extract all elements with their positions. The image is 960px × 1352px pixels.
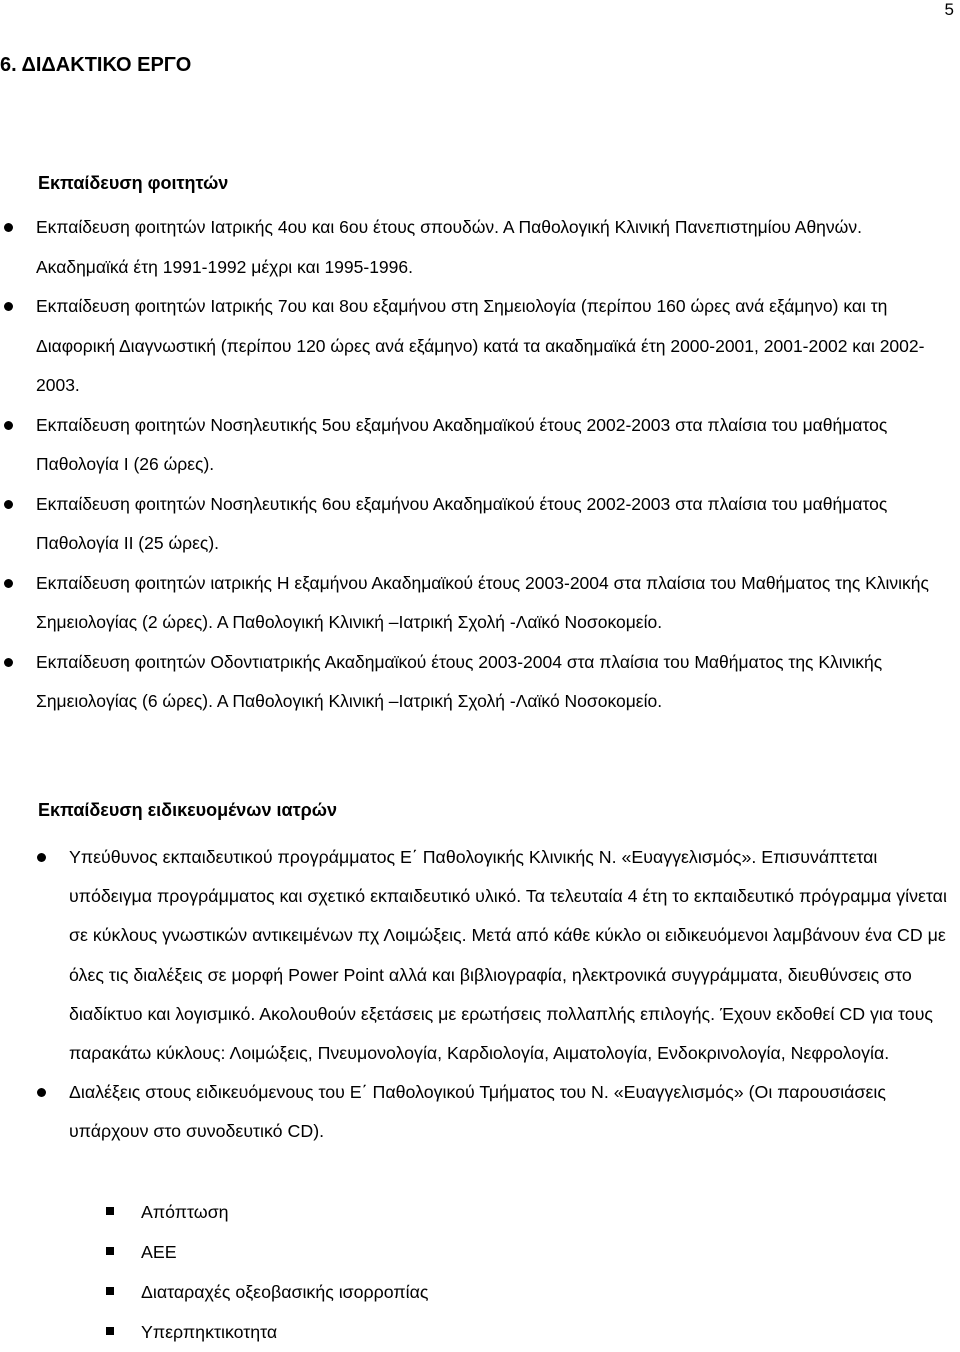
square-bullet-icon [106, 1327, 114, 1335]
list-item-text: Εκπαίδευση φοιτητών Νοσηλευτικής 6ου εξαμήνου Ακαδημαϊκού έτους 2002-2003 στα πλαίσια του μαθήματος Παθολογία ΙΙ (25 ώρες). [36, 493, 888, 553]
lecture-topics-list [0, 1192, 700, 1352]
list-item [0, 564, 952, 643]
page-number: 5 [944, 0, 954, 19]
list-item-text: Διαλέξεις στους ειδικευόμενους του Ε΄ Παθολογικού Τμήματος του Ν. «Ευαγγελισμός» (Οι παρουσιάσεις υπάρχουν στο συνοδευτικό CD). [69, 1082, 886, 1142]
bullet-icon [37, 853, 46, 862]
list-item-text: Εκπαίδευση φοιτητών Οδοντιατρικής Ακαδημαϊκού έτους 2003-2004 στα πλαίσια του Μαθήματος της Κλινικής Σημειολογίας (6 ώρες). Α Παθολογική Κλινική –Ιατρική Σχολή -Λαϊκό Νοσοκομείο. [36, 651, 883, 711]
students-list [0, 208, 952, 722]
sub-list-item [0, 1192, 700, 1232]
list-item [0, 643, 952, 722]
bullet-icon [4, 421, 13, 430]
bullet-icon [4, 302, 13, 311]
sub-list-item [0, 1272, 700, 1312]
list-item-text: Εκπαίδευση φοιτητών ιατρικής Η εξαμήνου Ακαδημαϊκού έτους 2003-2004 στα πλαίσια του Μαθήματος της Κλινικής Σημειολογίας (2 ώρες). Α Παθολογική Κλινική –Ιατρική Σχολή -Λαϊκό Νοσοκομείο. [36, 572, 929, 632]
bullet-icon [4, 579, 13, 588]
sub-list-item-text: Απόπτωση [141, 1202, 229, 1222]
residents-list [0, 838, 952, 1152]
list-item [0, 485, 952, 564]
bullet-icon [4, 658, 13, 667]
list-item-text: Εκπαίδευση φοιτητών Ιατρικής 7ου και 8ου εξαμήνου στη Σημειολογία (περίπου 160 ώρες ανά εξάμηνο) και τη Διαφορική Διαγνωστική (περίπου 120 ώρες ανά εξάμηνο) κατά τα ακαδημαϊκά έτη 2000-2001, 2001-2002 και 2002-2003. [36, 296, 925, 395]
square-bullet-icon [106, 1207, 114, 1215]
bullet-icon [37, 1088, 46, 1097]
sub-list-item [0, 1312, 700, 1352]
sub-list-item-text: Υπερπηκτικοτητα [141, 1322, 278, 1342]
sub-list-item-text: ΑΕΕ [141, 1242, 177, 1262]
bullet-icon [4, 223, 13, 232]
sub-list-item-text: Διαταραχές οξεοβασικής ισορροπίας [141, 1282, 429, 1302]
list-item [0, 406, 952, 485]
list-item [0, 838, 952, 1073]
square-bullet-icon [106, 1287, 114, 1295]
chapter-title: 6. ΔΙΔΑΚΤΙΚΟ ΕΡΓΟ [0, 54, 192, 76]
square-bullet-icon [106, 1247, 114, 1255]
bullet-icon [4, 500, 13, 509]
section-heading-residents: Εκπαίδευση ειδικευομένων ιατρών [38, 800, 337, 820]
list-item-text: Υπεύθυνος εκπαιδευτικού προγράμματος Ε΄ Παθολογικής Κλινικής Ν. «Ευαγγελισμός». Επισυνάπτεται υπόδειγμα προγράμματος και σχετικό εκπαιδευτικό υλικό. Τα τελευταία 4 έτη το εκπαιδευτικό πρόγραμμα γίνεται σε κύκλους γνωστικών αντικειμένων πχ Λοιμώξεις. Μετά από κάθε κύκλο οι ειδικευόμενοι λαμβάνουν ένα CD με όλες τις διαλέξεις σε μορφή Power Point αλλά και βιβλιογραφία, ηλεκτρονικά συγγράμματα, διευθύνσεις στο διαδίκτυο και λογισμικό. Ακολουθούν εξετάσεις με ερωτήσεις πολλαπλής επιλογής. Έχουν εκδοθεί CD για τους παρακάτω κύκλους: Λοιμώξεις, Πνευμονολογία, Καρδιολογία, Αιματολογία, Ενδοκρινολογία, Νεφρολογία. [69, 847, 947, 1064]
list-item-text: Εκπαίδευση φοιτητών Νοσηλευτικής 5ου εξαμήνου Ακαδημαϊκού έτους 2002-2003 στα πλαίσια του μαθήματος Παθολογία Ι (26 ώρες). [36, 414, 888, 474]
list-item [0, 287, 952, 406]
section-heading-students: Εκπαίδευση φοιτητών [38, 173, 229, 193]
list-item-text: Εκπαίδευση φοιτητών Ιατρικής 4ου και 6ου έτους σπουδών. Α Παθολογική Κλινική Πανεπιστημίου Αθηνών. Ακαδημαϊκά έτη 1991-1992 μέχρι και 1995-1996. [36, 217, 862, 277]
sub-list-item [0, 1232, 700, 1272]
list-item [0, 1073, 952, 1151]
list-item [0, 208, 952, 287]
